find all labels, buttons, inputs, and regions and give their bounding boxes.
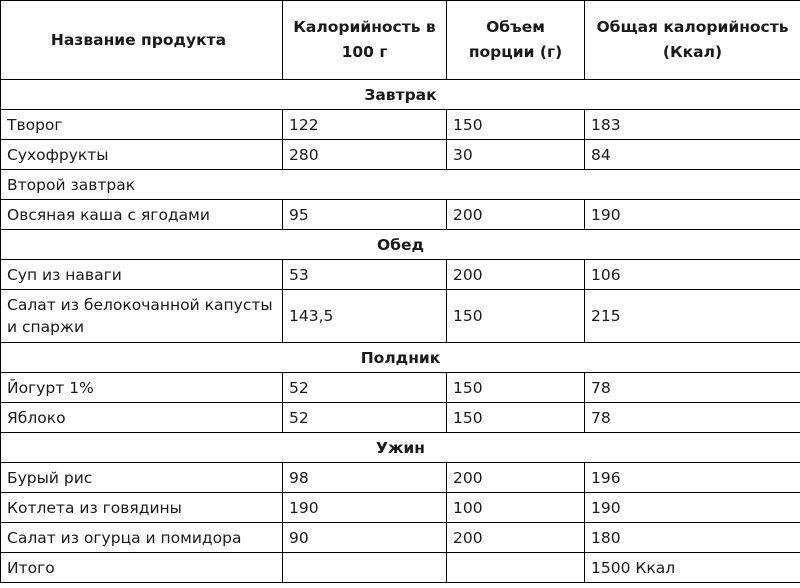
cell-product-name: Творог — [1, 110, 283, 140]
cell-kcal-per-100g: 143,5 — [283, 290, 447, 343]
table-row — [1, 403, 800, 433]
total-value: 1500 Ккал — [585, 553, 800, 583]
cell-portion: 30 — [447, 140, 585, 170]
table-row — [1, 110, 800, 140]
cell-kcal-per-100g: 122 — [283, 110, 447, 140]
cell-kcal-per-100g: 280 — [283, 140, 447, 170]
cell-total: 190 — [585, 493, 800, 523]
cell-total: 84 — [585, 140, 800, 170]
section-row-lunch — [1, 230, 800, 260]
subsection-title: Второй завтрак — [1, 170, 800, 200]
header-row — [1, 1, 800, 80]
cell-product-name: Суп из наваги — [1, 260, 283, 290]
cell-product-name: Овсяная каша с ягодами — [1, 200, 283, 230]
table-row — [1, 260, 800, 290]
table-row — [1, 140, 800, 170]
total-label: Итого — [1, 553, 283, 583]
table-row — [1, 290, 800, 343]
cell-total: 78 — [585, 403, 800, 433]
section-title: Обед — [1, 230, 800, 260]
cell-kcal-per-100g: 90 — [283, 523, 447, 553]
section-row-dinner — [1, 433, 800, 463]
section-title: Завтрак — [1, 80, 800, 110]
cell-product-name: Яблоко — [1, 403, 283, 433]
cell-portion: 100 — [447, 493, 585, 523]
section-row-snack — [1, 343, 800, 373]
cell-product-name: Йогурт 1% — [1, 373, 283, 403]
cell-product-name: Котлета из говядины — [1, 493, 283, 523]
cell-portion: 150 — [447, 373, 585, 403]
table-row — [1, 200, 800, 230]
table-row — [1, 373, 800, 403]
cell-total: 190 — [585, 200, 800, 230]
header-product-name: Название продукта — [1, 1, 283, 80]
cell-product-name: Салат из огурца и помидора — [1, 523, 283, 553]
total-empty-cell — [283, 553, 447, 583]
cell-total: 106 — [585, 260, 800, 290]
cell-portion: 200 — [447, 200, 585, 230]
subsection-row-second-breakfast — [1, 170, 800, 200]
header-portion-size: Объем порции (г) — [447, 1, 585, 80]
section-row-breakfast — [1, 80, 800, 110]
cell-portion: 150 — [447, 290, 585, 343]
cell-kcal-per-100g: 52 — [283, 373, 447, 403]
section-title: Полдник — [1, 343, 800, 373]
cell-total: 215 — [585, 290, 800, 343]
header-kcal-per-100g: Калорийность в 100 г — [283, 1, 447, 80]
section-title: Ужин — [1, 433, 800, 463]
table-row — [1, 493, 800, 523]
cell-total: 183 — [585, 110, 800, 140]
header-total-kcal: Общая калорийность (Ккал) — [585, 1, 800, 80]
table-row — [1, 463, 800, 493]
cell-portion: 200 — [447, 260, 585, 290]
cell-product-name: Сухофрукты — [1, 140, 283, 170]
cell-product-name: Салат из белокочанной капусты и спаржи — [1, 290, 283, 343]
cell-portion: 150 — [447, 403, 585, 433]
table-row — [1, 523, 800, 553]
total-empty-cell — [447, 553, 585, 583]
cell-portion: 200 — [447, 463, 585, 493]
cell-kcal-per-100g: 53 — [283, 260, 447, 290]
cell-kcal-per-100g: 52 — [283, 403, 447, 433]
cell-kcal-per-100g: 95 — [283, 200, 447, 230]
cell-product-name: Бурый рис — [1, 463, 283, 493]
cell-portion: 150 — [447, 110, 585, 140]
cell-kcal-per-100g: 98 — [283, 463, 447, 493]
cell-total: 78 — [585, 373, 800, 403]
total-row — [1, 553, 800, 583]
cell-total: 180 — [585, 523, 800, 553]
cell-total: 196 — [585, 463, 800, 493]
cell-portion: 200 — [447, 523, 585, 553]
cell-kcal-per-100g: 190 — [283, 493, 447, 523]
